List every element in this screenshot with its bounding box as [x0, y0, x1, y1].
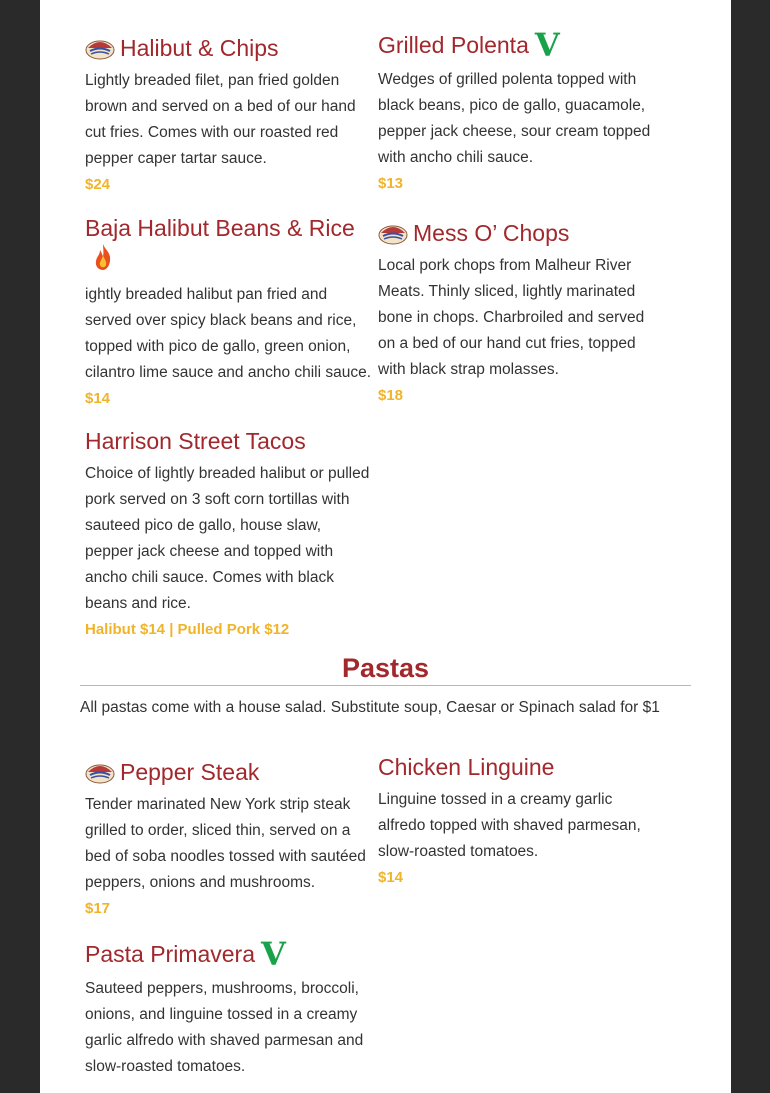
item-description: Choice of lightly breaded halibut or pulled pork served on 3 soft corn tortillas with sauteed pico de gallo, house slaw, pepper jack cheese and topped with ancho chili sauce. Comes with black beans and rice. [85, 465, 370, 612]
menu-item-grilled-polenta [378, 26, 663, 197]
section-title-pastas: Pastas [341, 653, 430, 683]
item-name: Pasta Primavera [85, 941, 256, 967]
menu-page [40, 0, 731, 1093]
item-price: $13 [378, 175, 404, 192]
item-price: $17 [85, 900, 111, 917]
vegetarian-icon: V [534, 26, 560, 64]
item-name: Pepper Steak [120, 759, 260, 785]
item-price: Halibut $14 | Pulled Pork $12 [85, 621, 290, 638]
menu-item-pepper-steak [85, 758, 370, 922]
item-title [378, 753, 663, 781]
item-name: Grilled Polenta [378, 32, 529, 58]
item-description: Linguine tossed in a creamy garlic alfredo topped with shaved parmesan, slow-roasted tomatoes. [378, 791, 641, 860]
item-title [85, 34, 370, 62]
item-price: $24 [85, 176, 111, 193]
menu-item-pasta-primavera [85, 935, 370, 1080]
item-description: Wedges of grilled polenta topped with black beans, pico de gallo, guacamole, pepper jack cheese, sour cream topped with ancho chili sauce. [378, 71, 651, 166]
house-special-logo-icon [85, 36, 115, 60]
item-description: Tender marinated New York strip steak grilled to order, sliced thin, served on a bed of soba noodles tossed with sautéed peppers, onions and mushrooms. [85, 796, 366, 891]
menu-item-harrison-tacos [85, 427, 370, 643]
item-title [85, 935, 370, 973]
item-title [378, 219, 663, 247]
section-note: All pastas come with a house salad. Substitute soup, Caesar or Spinach salad for $1 [80, 699, 660, 716]
menu-item-mess-o-chops [378, 219, 663, 409]
item-price: $18 [378, 387, 404, 404]
item-description: ightly breaded halibut pan fried and served over spicy black beans and rice, topped with pico de gallo, green onion, cilantro lime sauce and ancho chili sauce. [85, 286, 372, 381]
item-title [85, 758, 370, 786]
item-description: Local pork chops from Malheur River Meats. Thinly sliced, lightly marinated bone in chops. Charbroiled and served on a bed of our hand cut fries, topped with black strap molasses. [378, 257, 645, 378]
item-name: Harrison Street Tacos [85, 428, 306, 454]
house-special-logo-icon [85, 760, 115, 784]
item-description: Lightly breaded filet, pan fried golden brown and served on a bed of our hand cut fries. Comes with our roasted red pepper caper tartar sauce. [85, 72, 356, 167]
item-price: $14 [378, 869, 404, 886]
item-title [85, 427, 370, 455]
item-description: Sauteed peppers, mushrooms, broccoli, onions, and linguine tossed in a creamy garlic alfredo with shaved parmesan and slow-roasted tomatoes. [85, 980, 364, 1075]
vegetarian-icon: V [261, 935, 286, 973]
item-title [378, 26, 663, 64]
house-special-logo-icon [378, 221, 408, 245]
section-divider [80, 685, 691, 686]
item-name: Mess O’ Chops [413, 220, 570, 246]
item-name: Chicken Linguine [378, 754, 555, 780]
menu-item-baja-halibut [85, 214, 375, 412]
item-price: $14 [85, 390, 111, 407]
item-title [85, 214, 375, 242]
item-name: Halibut & Chips [120, 35, 279, 61]
menu-item-chicken-linguine [378, 753, 663, 891]
spicy-fire-icon [91, 242, 115, 272]
menu-item-halibut-chips [85, 34, 370, 198]
item-name: Baja Halibut Beans & Rice [85, 215, 355, 241]
